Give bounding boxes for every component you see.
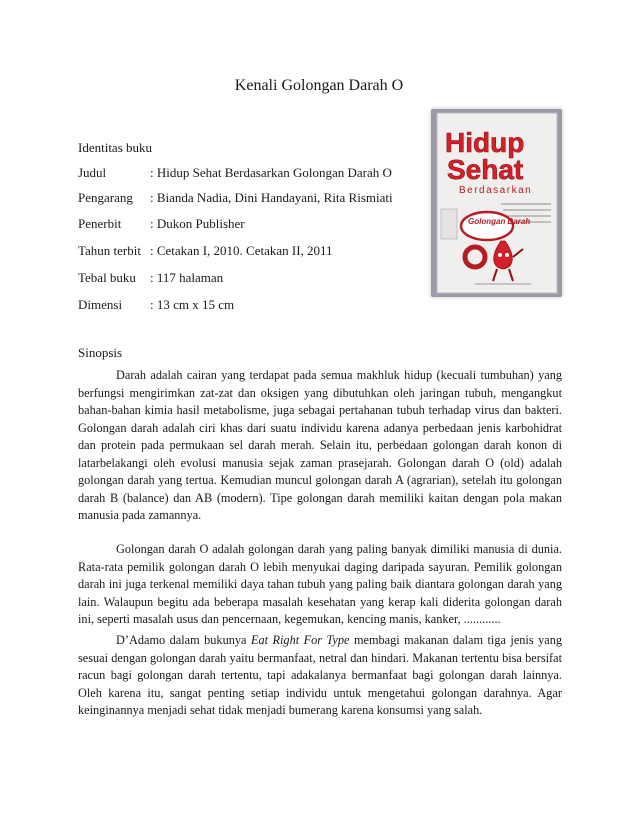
book-cover-illustration	[431, 109, 562, 297]
identity-heading: Identitas buku	[78, 140, 153, 155]
paragraph-text: membagi makanan dalam tiga jenis yang sesuai dengan golongan darah yaitu bermanfaat, netral dan hindari. Makanan tertentu bisa bersifat racun bagi golongan darah tertentu, tapi adakalanya bermanfaat bagi golongan darah lainnya. Oleh karena itu, sangat penting setiap individu untuk mengetahui golongan darahnya. Agar keinginannya menjadi sehat tidak menjadi bumerang karena konsumsi yang salah.	[78, 633, 562, 717]
info-value: : Hidup Sehat Berdasarkan Golongan Darah O	[150, 165, 392, 180]
cover-title-sehat: Sehat	[447, 154, 524, 185]
info-value: : 13 cm x 15 cm	[150, 297, 235, 312]
info-value: : 117 halaman	[150, 270, 224, 285]
sinopsis-heading: Sinopsis	[78, 345, 123, 360]
paragraph-text: D’Adamo dalam bukunya	[116, 633, 251, 647]
info-row-tahun-terbit	[78, 243, 333, 259]
sinopsis-paragraph-3	[78, 632, 562, 720]
info-key: Pengarang	[78, 190, 133, 205]
book-cover-image	[431, 109, 562, 297]
info-key: Penerbit	[78, 216, 122, 231]
info-key: Dimensi	[78, 297, 123, 312]
cover-badge: Golongan Darah	[468, 217, 531, 226]
info-value: : Dukon Publisher	[150, 216, 245, 231]
info-row-tebal-buku	[78, 270, 223, 286]
book-reference: Eat Right For Type	[250, 633, 350, 647]
info-key: Tebal buku	[78, 270, 136, 285]
page-title: Kenali Golongan Darah O	[234, 77, 404, 94]
cover-title-hidup: Hidup	[445, 127, 525, 158]
info-value: : Bianda Nadia, Dini Handayani, Rita Rismiati	[150, 190, 393, 205]
info-key: Tahun terbit	[78, 243, 141, 258]
info-row-pengarang	[78, 190, 393, 206]
info-value: : Cetakan I, 2010. Cetakan II, 2011	[150, 243, 333, 258]
info-row-judul	[78, 165, 392, 181]
info-key: Judul	[78, 165, 107, 180]
sinopsis-paragraph-2: Golongan darah O adalah golongan darah yang paling banyak dimiliki manusia di dunia. Rata-rata pemilik golongan darah O lebih menyukai daging daripada sayuran. Pemilik golongan darah ini juga terkenal memiliki daya tahan tubuh yang paling baik diantara golongan darah yang lain. Walaupun begitu ada beberapa masalah kesehatan yang kerap kali diderita golongan darah ini, seperti masalah usus dan pencernaan, kegemukan, kencing manis, kanker, ............	[78, 542, 562, 626]
sinopsis-paragraph-1: Darah adalah cairan yang terdapat pada semua makhluk hidup (kecuali tumbuhan) yang berfungsi mengirimkan zat-zat dan oksigen yang dibutuhkan oleh jaringan tubuh, mengangkut bahan-bahan kimia hasil metabolisme, juga sebagai pertahanan tubuh terhadap virus dan bakteri. Golongan darah adalah ciri khas dari suatu individu karena adanya perbedaan jenis karbohidrat dan protein pada permukaan sel darah merah. Selain itu, perbedaan golongan darah konon di latarbelakangi oleh evolusi manusia sejak zaman prasejarah. Golongan darah O (old) adalah golongan darah yang tertua. Kemudian muncul golongan darah A (agrarian), setelah itu golongan darah B (balance) dan AB (modern). Tipe golongan darah memiliki kaitan dengan pola makan manusia pada zamannya.	[78, 368, 562, 522]
info-row-penerbit	[78, 216, 245, 232]
cover-title-berdasarkan: Berdasarkan	[459, 185, 533, 196]
info-row-dimensi	[78, 297, 234, 313]
